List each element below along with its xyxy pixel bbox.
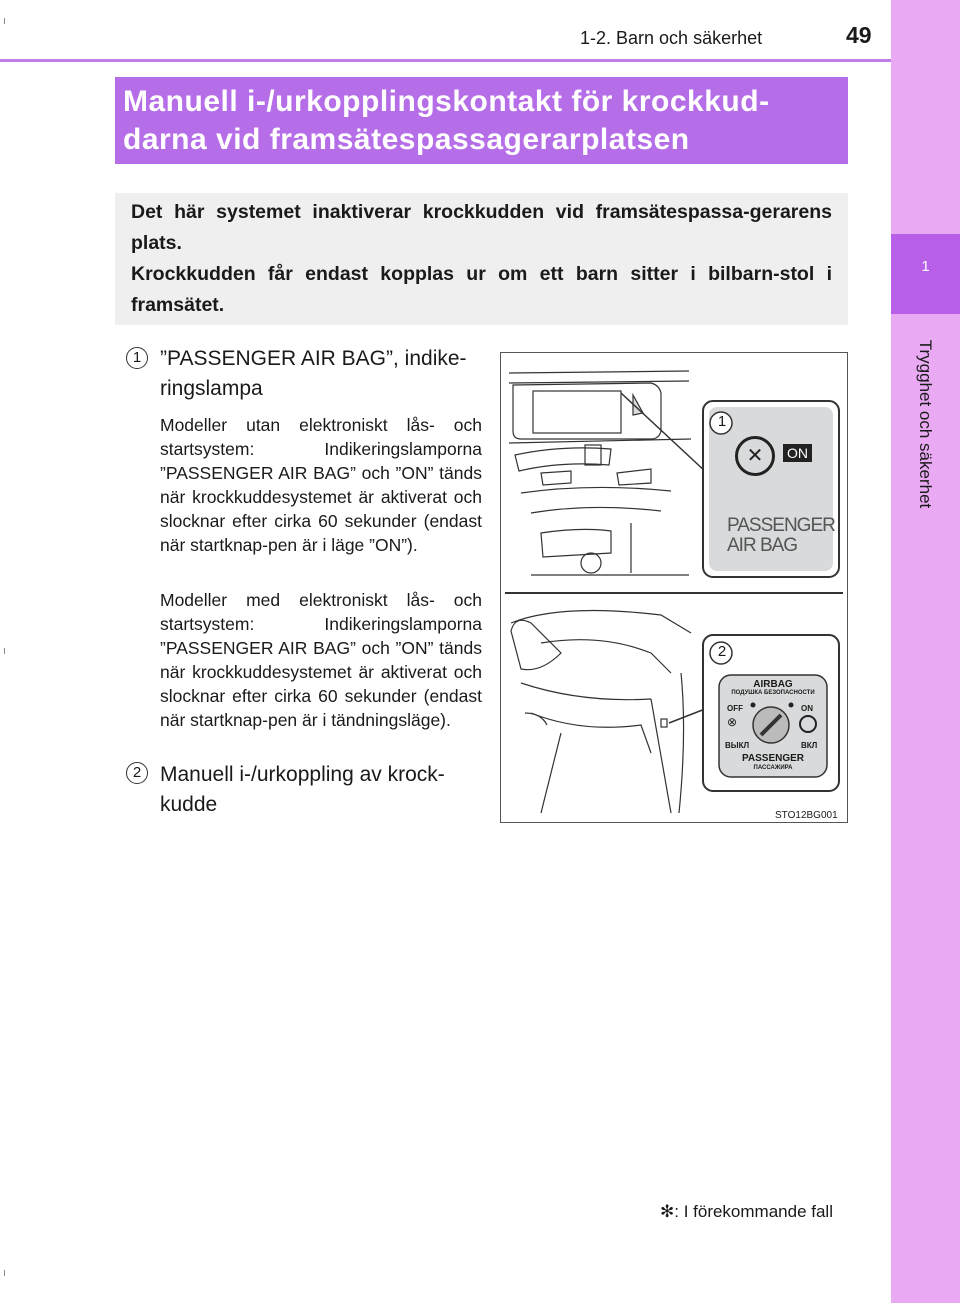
dashboard-illustration [500,352,848,823]
intro-box [115,193,848,325]
header-rule [0,59,891,62]
airbag-switch-off-icon: ⊗ [727,715,738,729]
item-description: Modeller med elektroniskt lås- och startsystem: Indikeringslamporna ”PASSENGER AIR BAG” och ”ON” tänds när krockkuddesystemet är aktiverat och slocknar efter cirka 60 sekunder (endast när startknap-pen är i tändningsläge). [160,590,482,730]
intro-paragraph: Krockkudden får endast kopplas ur om ett barn sitter i bilbarn-stol i framsätet. [131,263,832,316]
item-description: Modeller utan elektroniskt lås- och startsystem: Indikeringslamporna ”PASSENGER AIR BAG” och ”ON” tänds när krockkuddesystemet är aktiverat och slocknar efter cirka 60 sekunder (endast när startknap-pen är i läge ”ON”). [160,415,482,555]
asterisk-icon: ✻ [660,1202,675,1221]
switch-label: OFF [727,704,743,713]
crop-mark [4,18,5,24]
section-heading: 1-2. Barn och säkerhet [580,28,763,48]
switch-label: AIRBAG [753,679,793,690]
intro-paragraph: Det här systemet inaktiverar krockkudden vid framsätespassa-gerarens plats. [131,201,832,254]
indicator-text: AIR BAG [727,535,798,556]
item-title: ”PASSENGER AIR BAG”, indike-ringslampa [160,347,467,400]
item-number-badge: 2 [126,762,148,784]
figure-code: STO12BG001 [775,810,838,821]
page-title-line: Manuell i-/urkopplingskontakt för krockkud- [123,85,770,118]
crop-mark [4,648,5,654]
on-indicator: ON [783,444,812,462]
item-number-badge: 1 [126,347,148,369]
switch-label: ПОДУШКА БЕЗОПАСНОСТИ [731,690,815,696]
item-title: Manuell i-/urkoppling av krock-kudde [160,763,445,816]
airbag-off-icon: ✕ [735,436,775,476]
chapter-sidebar [891,0,960,1303]
page-title-line: darna vid framsätespassagerarplatsen [123,123,690,156]
switch-label: ON [801,704,813,713]
dashboard-drawing [501,353,847,822]
switch-label: PASSENGER [741,753,805,764]
page-title [115,77,848,164]
page-number: 49 [846,22,872,48]
airbag-switch-on-icon [799,715,817,733]
switch-label: ПАССАЖИРА [753,765,793,771]
crop-mark [4,1270,5,1276]
footnote-text: : I förekommande fall [674,1202,833,1221]
indicator-text: PASSENGER [727,515,835,536]
switch-label: ВКЛ [801,741,818,750]
chapter-number-tab[interactable]: 1 [891,234,960,314]
switch-label: ВЫКЛ [725,741,750,750]
footnote [660,1202,833,1222]
chapter-title: Trygghet och säkerhet [916,339,935,509]
callout-number: 2 [717,643,727,660]
callout-number: 1 [717,413,727,430]
